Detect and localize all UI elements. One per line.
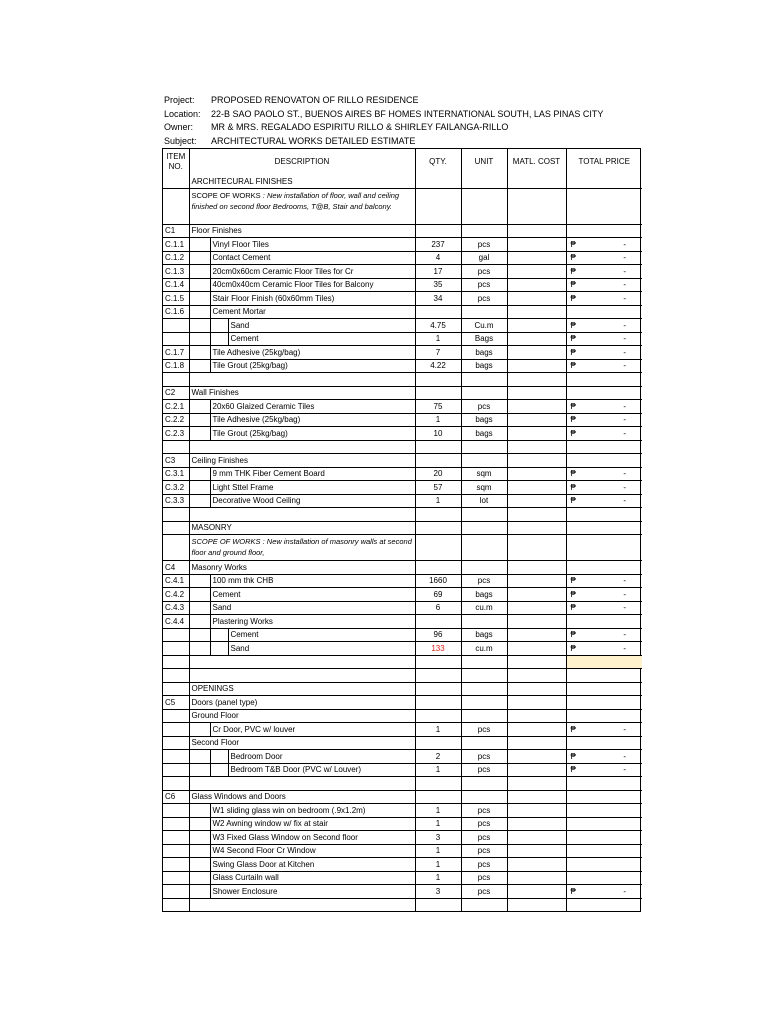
item-desc: Ceiling Finishes	[189, 454, 415, 468]
item-qty: 10	[415, 427, 461, 441]
peso-sign: ₱	[570, 886, 576, 896]
peso-sign: ₱	[570, 334, 576, 344]
total-price-cell	[566, 319, 642, 333]
total-price-cell	[566, 278, 642, 292]
item-qty: 4.75	[415, 319, 461, 333]
item-desc: 20cm0x60cm Ceramic Floor Tiles for Cr	[210, 265, 415, 279]
item-qty: 17	[415, 265, 461, 279]
table-row	[163, 858, 642, 872]
item-desc: Contact Cement	[210, 251, 415, 265]
subject-value: ARCHITECTURAL WORKS DETAILED ESTIMATE	[211, 135, 416, 146]
item-unit: pcs	[461, 804, 507, 818]
price-dash: -	[623, 361, 626, 371]
item-unit: sqm	[461, 467, 507, 481]
item-unit: pcs	[461, 278, 507, 292]
total-price-cell	[566, 628, 642, 642]
item-no: C5	[163, 696, 189, 710]
price-dash: -	[623, 347, 626, 357]
col-item-no: ITEM NO.	[163, 149, 189, 175]
table-row	[163, 615, 642, 629]
item-qty: 7	[415, 346, 461, 360]
window-code: W2	[212, 819, 225, 829]
peso-sign: ₱	[570, 603, 576, 613]
total-price-cell	[566, 359, 642, 373]
project-row	[164, 94, 603, 108]
item-desc: Stair Floor Finish (60x60mm Tiles)	[210, 292, 415, 306]
item-no: C.4.2	[163, 588, 189, 602]
item-no: C3	[163, 454, 189, 468]
price-dash: -	[623, 334, 626, 344]
total-price-cell	[566, 750, 642, 764]
item-qty: 1	[415, 871, 461, 885]
item-desc: Ground Floor	[189, 709, 415, 723]
item-desc: Second Floor	[189, 736, 415, 750]
table-row	[163, 696, 642, 710]
item-no: C2	[163, 386, 189, 400]
item-qty: 69	[415, 588, 461, 602]
total-price-cell	[566, 265, 642, 279]
item-qty: 1	[415, 413, 461, 427]
item-no: C.1.4	[163, 278, 189, 292]
item-no: C.1.3	[163, 265, 189, 279]
table-row	[163, 574, 642, 588]
window-code: W1	[212, 805, 225, 815]
item-desc: Sand	[228, 319, 415, 333]
price-dash: -	[623, 293, 626, 303]
blank-row	[163, 373, 642, 387]
item-unit: bags	[461, 413, 507, 427]
total-price-cell	[566, 494, 642, 508]
item-desc: Plastering Works	[210, 615, 415, 629]
item-unit: cu.m	[461, 642, 507, 656]
total-price-cell	[566, 763, 642, 777]
subject-row	[164, 135, 603, 149]
table-row	[163, 454, 642, 468]
item-desc: Glass Curtailn wall	[210, 871, 415, 885]
item-desc: Bedroom Door	[228, 750, 415, 764]
section-title: OPENINGS	[189, 682, 415, 696]
peso-sign: ₱	[570, 347, 576, 357]
table-row	[163, 400, 642, 414]
item-qty: 1	[415, 332, 461, 346]
subject-label: Subject:	[164, 135, 197, 146]
item-desc: 9 mm THK Fiber Cement Board	[210, 467, 415, 481]
price-dash: -	[623, 280, 626, 290]
scope-row	[163, 188, 642, 224]
item-qty: 35	[415, 278, 461, 292]
window-code: W3	[212, 832, 225, 842]
peso-sign: ₱	[570, 724, 576, 734]
total-price-cell	[566, 332, 642, 346]
price-dash: -	[623, 496, 626, 506]
item-desc: Bedroom T&B Door (PVC w/ Louver)	[228, 763, 415, 777]
item-qty: 3	[415, 885, 461, 899]
item-desc: Cement	[228, 628, 415, 642]
item-desc	[210, 817, 415, 831]
item-no: C.4.1	[163, 574, 189, 588]
peso-sign: ₱	[570, 266, 576, 276]
table-row	[163, 467, 642, 481]
item-no: C.1.7	[163, 346, 189, 360]
col-description: DESCRIPTION	[189, 149, 415, 175]
item-unit: bags	[461, 427, 507, 441]
item-desc: Vinyl Floor Tiles	[210, 238, 415, 252]
table-row	[163, 386, 642, 400]
section-title: ARCHITECURAL FINISHES	[189, 175, 415, 188]
location-label: Location:	[164, 108, 201, 119]
item-desc: Sand	[210, 601, 415, 615]
item-unit: pcs	[461, 574, 507, 588]
table-row	[163, 481, 642, 495]
total-price-cell	[566, 588, 642, 602]
item-desc: Cement Mortar	[210, 305, 415, 319]
item-qty: 4	[415, 251, 461, 265]
table-row	[163, 359, 642, 373]
total-price-cell	[566, 467, 642, 481]
item-no: C.1.6	[163, 305, 189, 319]
scope-body: : New installation of floor, wall and ceiling finished on second floor Bedrooms, T@B, Stair and balcony.	[191, 190, 400, 211]
item-desc: Sand	[228, 642, 415, 656]
item-qty: 1	[415, 723, 461, 737]
peso-sign: ₱	[570, 576, 576, 586]
item-desc	[210, 844, 415, 858]
item-desc: Decorative Wood Ceiling	[210, 494, 415, 508]
location-row	[164, 108, 603, 122]
item-unit: pcs	[461, 817, 507, 831]
blank-row	[163, 655, 642, 669]
item-unit: pcs	[461, 885, 507, 899]
window-desc: Awning window w/ fix at stair	[226, 819, 328, 829]
price-dash: -	[623, 401, 626, 411]
item-no: C.1.2	[163, 251, 189, 265]
total-price-cell	[566, 413, 642, 427]
price-dash: -	[623, 428, 626, 438]
owner-value: MR & MRS. REGALADO ESPIRITU RILLO & SHIRLEY FAILANGA-RILLO	[211, 122, 509, 132]
peso-sign: ₱	[570, 765, 576, 775]
table-row	[163, 238, 642, 252]
item-no: C.2.3	[163, 427, 189, 441]
total-price-cell	[566, 427, 642, 441]
table-row	[163, 292, 642, 306]
item-unit: pcs	[461, 763, 507, 777]
scope-text	[189, 188, 415, 224]
total-price-cell	[566, 642, 642, 656]
scope-row	[163, 535, 642, 561]
item-desc: Cement	[228, 332, 415, 346]
item-desc: Swing Glass Door at Kitchen	[210, 858, 415, 872]
item-qty: 237	[415, 238, 461, 252]
item-qty: 1	[415, 817, 461, 831]
total-price-cell	[566, 346, 642, 360]
item-desc: Tile Adhesive (25kg/bag)	[210, 346, 415, 360]
table-row	[163, 332, 642, 346]
item-qty: 4.22	[415, 359, 461, 373]
price-dash: -	[623, 253, 626, 263]
table-row	[163, 427, 642, 441]
project-label: Project:	[164, 95, 195, 105]
item-unit: sqm	[461, 481, 507, 495]
item-qty: 1	[415, 763, 461, 777]
table-row	[163, 817, 642, 831]
peso-sign: ₱	[570, 239, 576, 249]
table-row	[163, 642, 642, 656]
price-dash: -	[623, 320, 626, 330]
owner-label: Owner:	[164, 122, 194, 132]
item-qty: 96	[415, 628, 461, 642]
peso-sign: ₱	[570, 589, 576, 599]
col-matl-cost: MATL. COST	[507, 149, 566, 175]
item-unit: pcs	[461, 238, 507, 252]
item-unit: pcs	[461, 723, 507, 737]
peso-sign: ₱	[570, 496, 576, 506]
item-no: C.1.1	[163, 238, 189, 252]
owner-row	[164, 121, 603, 135]
table-row	[163, 265, 642, 279]
item-no: C1	[163, 224, 189, 238]
item-desc: Tile Grout (25kg/bag)	[210, 427, 415, 441]
peso-sign: ₱	[570, 253, 576, 263]
table-row	[163, 790, 642, 804]
item-unit: pcs	[461, 858, 507, 872]
blank-row	[163, 898, 642, 911]
item-desc: Doors (panel type)	[189, 696, 415, 710]
total-price-cell	[566, 574, 642, 588]
table-row	[163, 494, 642, 508]
total-price-cell	[566, 481, 642, 495]
peso-sign: ₱	[570, 320, 576, 330]
peso-sign: ₱	[570, 415, 576, 425]
peso-sign: ₱	[570, 428, 576, 438]
item-desc: Cement	[210, 588, 415, 602]
item-unit: bags	[461, 628, 507, 642]
item-desc: Shower Enclosure	[210, 885, 415, 899]
item-unit: cu.m	[461, 601, 507, 615]
item-no: C.3.2	[163, 481, 189, 495]
section-title: MASONRY	[189, 521, 415, 535]
item-desc: 20x60 Glaized Ceramic Tiles	[210, 400, 415, 414]
price-dash: -	[623, 765, 626, 775]
table-row	[163, 278, 642, 292]
item-desc	[210, 831, 415, 845]
price-dash: -	[623, 415, 626, 425]
col-unit: UNIT	[461, 149, 507, 175]
item-unit: pcs	[461, 831, 507, 845]
total-price-cell	[566, 292, 642, 306]
table-row	[163, 588, 642, 602]
item-qty: 2	[415, 750, 461, 764]
section-row	[163, 175, 642, 188]
table-row	[163, 831, 642, 845]
total-price-cell	[566, 251, 642, 265]
price-dash: -	[623, 482, 626, 492]
item-unit: lot	[461, 494, 507, 508]
item-desc: 40cm0x40cm Ceramic Floor Tiles for Balcony	[210, 278, 415, 292]
peso-sign: ₱	[570, 469, 576, 479]
item-desc: Floor Finishes	[189, 224, 415, 238]
item-desc	[210, 804, 415, 818]
scope-label: SCOPE OF WORKS	[191, 537, 261, 546]
item-no: C.4.4	[163, 615, 189, 629]
item-qty: 1	[415, 844, 461, 858]
table-row	[163, 871, 642, 885]
scope-body: : New installation of masonry walls at second floor and ground floor,	[191, 537, 412, 557]
item-qty: 20	[415, 467, 461, 481]
peso-sign: ₱	[570, 401, 576, 411]
item-qty: 1	[415, 858, 461, 872]
item-no: C.1.8	[163, 359, 189, 373]
col-total-price: TOTAL PRICE	[566, 149, 642, 175]
item-no: C.3.3	[163, 494, 189, 508]
table-row	[163, 750, 642, 764]
table-header-row	[163, 149, 642, 175]
price-dash: -	[623, 751, 626, 761]
project-name: PROPOSED RENOVATON OF RILLO RESIDENCE	[211, 95, 419, 105]
window-desc: Second Floor Cr Window	[226, 846, 316, 856]
item-desc: Wall Finishes	[189, 386, 415, 400]
item-no: C.2.1	[163, 400, 189, 414]
table-row	[163, 413, 642, 427]
col-qty: QTY.	[415, 149, 461, 175]
item-desc: 100 mm thk CHB	[210, 574, 415, 588]
item-desc: Cr Door, PVC w/ louver	[210, 723, 415, 737]
blank-row	[163, 669, 642, 683]
item-unit: Bags	[461, 332, 507, 346]
item-unit: pcs	[461, 844, 507, 858]
total-price-cell	[566, 601, 642, 615]
item-qty: 133	[415, 642, 461, 656]
table-row	[163, 763, 642, 777]
table-row	[163, 561, 642, 575]
table-row	[163, 885, 642, 899]
peso-sign: ₱	[570, 751, 576, 761]
item-unit: Cu.m	[461, 319, 507, 333]
blank-row	[163, 508, 642, 522]
table-row	[163, 709, 642, 723]
table-row	[163, 346, 642, 360]
item-qty: 6	[415, 601, 461, 615]
item-unit: pcs	[461, 292, 507, 306]
peso-sign: ₱	[570, 361, 576, 371]
section-row	[163, 521, 642, 535]
item-desc: Light Sttel Frame	[210, 481, 415, 495]
location-value: 22-B SAO PAOLO ST., BUENOS AIRES BF HOMES INTERNATIONAL SOUTH, LAS PINAS CITY	[211, 108, 604, 119]
item-unit: pcs	[461, 750, 507, 764]
item-desc: Masonry Works	[189, 561, 415, 575]
table-row	[163, 305, 642, 319]
total-price-cell	[566, 723, 642, 737]
item-no: C.1.5	[163, 292, 189, 306]
window-desc: sliding glass win on bedroom (.9x1.2m)	[226, 805, 366, 815]
item-qty: 57	[415, 481, 461, 495]
table-row	[163, 628, 642, 642]
table-row	[163, 251, 642, 265]
price-dash: -	[623, 643, 626, 653]
item-no: C.2.2	[163, 413, 189, 427]
price-dash: -	[623, 469, 626, 479]
item-unit: pcs	[461, 871, 507, 885]
table-row	[163, 804, 642, 818]
peso-sign: ₱	[570, 482, 576, 492]
price-dash: -	[623, 724, 626, 734]
table-row	[163, 723, 642, 737]
price-dash: -	[623, 266, 626, 276]
item-no: C6	[163, 790, 189, 804]
table-row	[163, 736, 642, 750]
item-qty: 1	[415, 494, 461, 508]
table-row	[163, 224, 642, 238]
item-no: C.4.3	[163, 601, 189, 615]
estimate-table	[162, 148, 641, 912]
item-unit: bags	[461, 346, 507, 360]
document-header	[164, 94, 603, 148]
peso-sign: ₱	[570, 643, 576, 653]
item-unit: bags	[461, 588, 507, 602]
window-desc: Fixed Glass Window on Second floor	[226, 832, 358, 842]
item-unit: gal	[461, 251, 507, 265]
item-qty: 34	[415, 292, 461, 306]
item-qty: 1	[415, 804, 461, 818]
total-price-cell	[566, 238, 642, 252]
item-qty: 1660	[415, 574, 461, 588]
table-row	[163, 319, 642, 333]
blank-row	[163, 777, 642, 791]
item-no: C4	[163, 561, 189, 575]
item-no: C.3.1	[163, 467, 189, 481]
window-code: W4	[212, 846, 225, 856]
scope-text	[189, 535, 415, 561]
price-dash: -	[623, 589, 626, 599]
price-dash: -	[623, 603, 626, 613]
total-price-cell	[566, 885, 642, 899]
item-desc: Tile Grout (25kg/bag)	[210, 359, 415, 373]
table-row	[163, 844, 642, 858]
table-row	[163, 601, 642, 615]
peso-sign: ₱	[570, 293, 576, 303]
highlighted-cell	[566, 655, 642, 669]
peso-sign: ₱	[570, 280, 576, 290]
price-dash: -	[623, 630, 626, 640]
item-desc: Tile Adhesive (25kg/bag)	[210, 413, 415, 427]
scope-label: SCOPE OF WORKS	[191, 190, 261, 200]
item-qty: 75	[415, 400, 461, 414]
item-qty: 3	[415, 831, 461, 845]
total-price-cell	[566, 400, 642, 414]
item-desc: Glass Windows and Doors	[189, 790, 415, 804]
section-row	[163, 682, 642, 696]
price-dash: -	[623, 576, 626, 586]
item-unit: bags	[461, 359, 507, 373]
price-dash: -	[623, 886, 626, 896]
blank-row	[163, 440, 642, 454]
peso-sign: ₱	[570, 630, 576, 640]
item-unit: pcs	[461, 265, 507, 279]
item-unit: pcs	[461, 400, 507, 414]
price-dash: -	[623, 239, 626, 249]
